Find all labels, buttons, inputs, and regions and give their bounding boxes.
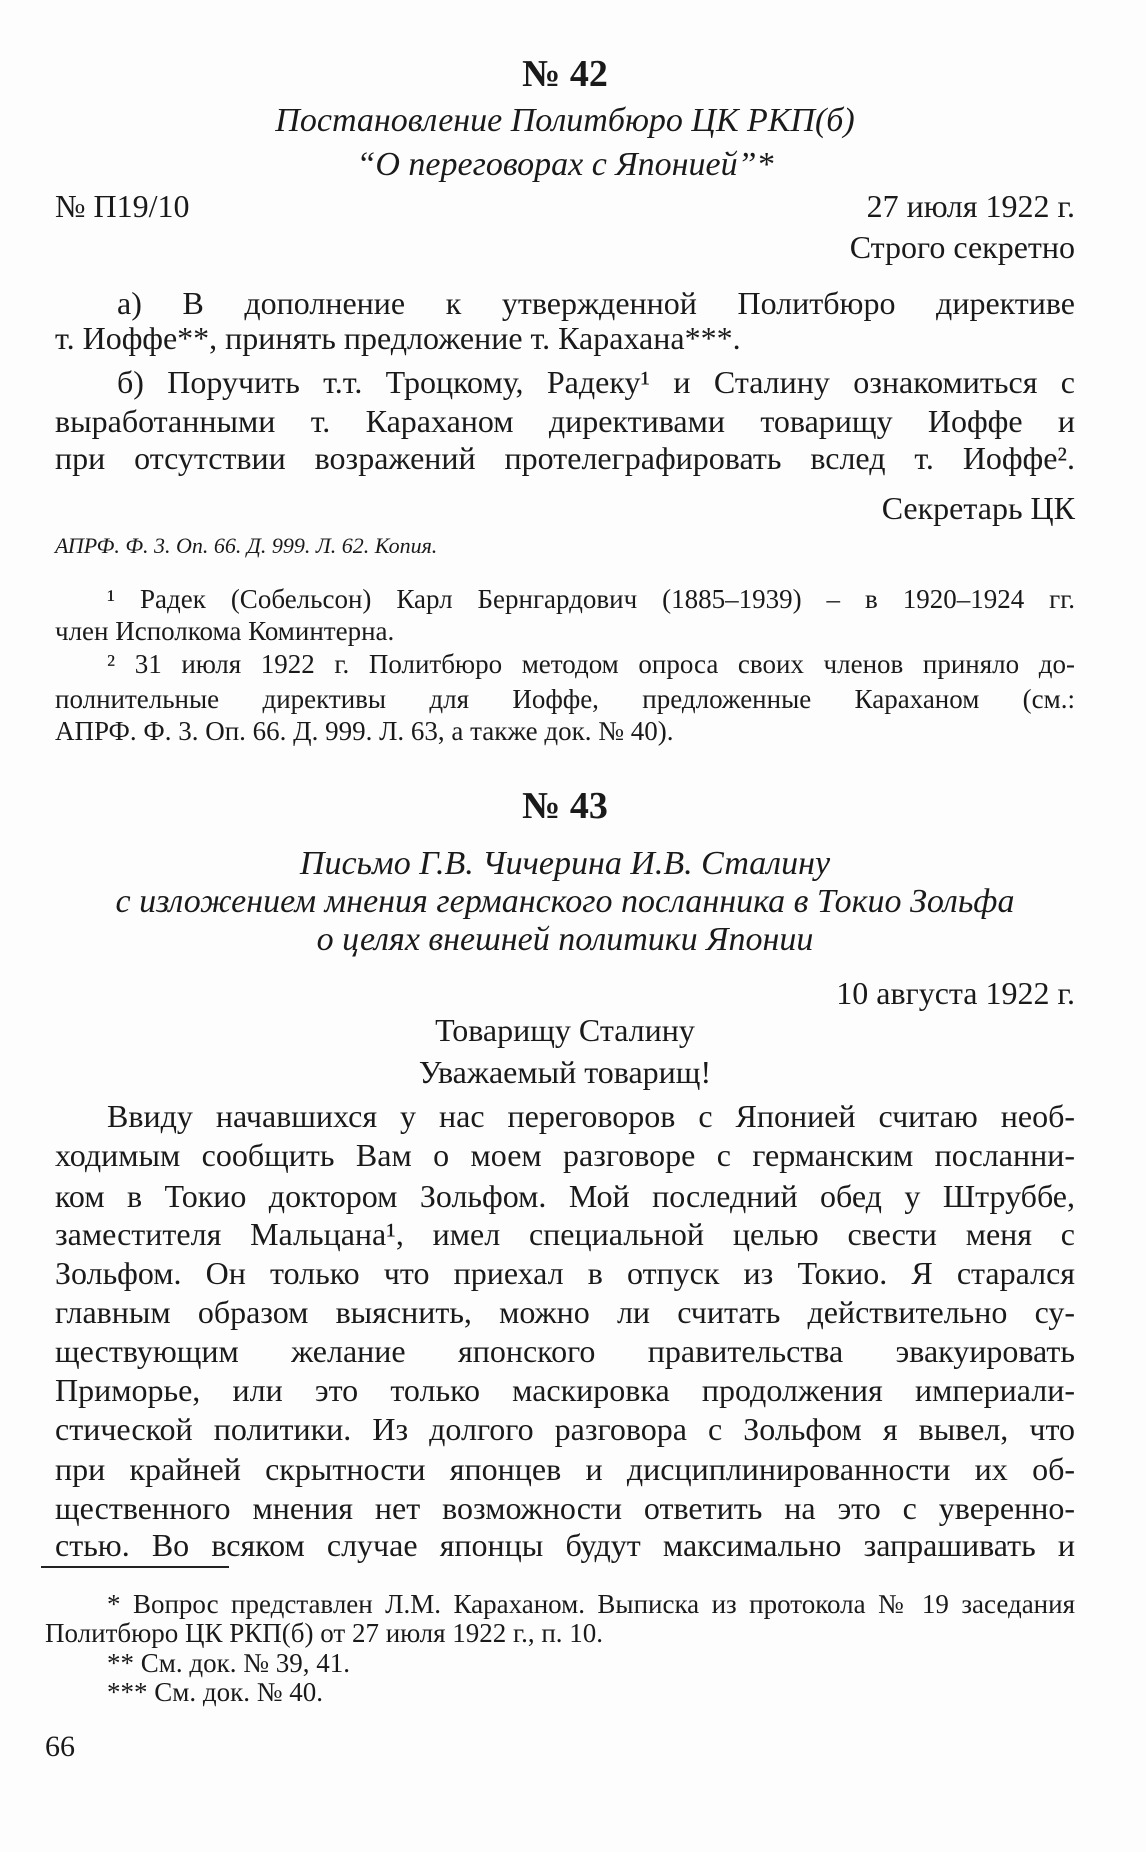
footnote-line: член Исполкома Коминтерна. [55, 616, 395, 646]
doc-title-line: Постановление Политбюро ЦК РКП(б) [275, 102, 855, 139]
text-line: при отсутствии возражений протелеграфировать вслед т. Иоффе². [55, 440, 1075, 476]
text-line: стью. Во всяком случае японцы будут максимально запрашивать и [55, 1527, 1075, 1563]
signature: Секретарь ЦК [881, 490, 1075, 526]
classification: Строго секретно [849, 229, 1075, 265]
doc-date: 10 августа 1922 г. [836, 975, 1075, 1011]
archive-source: АПРФ. Ф. 3. Оп. 66. Д. 999. Л. 62. Копия. [55, 533, 438, 558]
doc-title-line: с изложением мнения германского посланника в Токио Зольфа [115, 883, 1015, 920]
text-line: ществующим желание японского правительства эвакуировать [55, 1333, 1075, 1369]
page-number: 66 [45, 1730, 75, 1763]
text-line: Приморье, или это только маскировка продолжения империали- [55, 1372, 1075, 1408]
footnote-divider [41, 1566, 229, 1568]
footnote-line: *** См. док. № 40. [107, 1677, 323, 1707]
text-line: Зольфом. Он только что приехал в отпуск из Токио. Я старался [55, 1255, 1075, 1291]
text-line: т. Иоффе**, принять предложение т. Карахана***. [55, 320, 741, 356]
footnote-line: АПРФ. Ф. 3. Оп. 66. Д. 999. Л. 63, а также док. № 40). [55, 716, 674, 746]
addressee: Товарищу Сталину [435, 1012, 695, 1048]
footnote-line: ² 31 июля 1922 г. Политбюро методом опроса своих членов приняло до- [107, 649, 1075, 679]
text-line: а) В дополнение к утвержденной Политбюро директиве [117, 285, 1075, 321]
text-line: щественного мнения нет возможности ответить на это с уверенно- [55, 1490, 1075, 1526]
footnote-line: Политбюро ЦК РКП(б) от 27 июля 1922 г., п. 10. [45, 1618, 604, 1648]
text-line: главным образом выяснить, можно ли считать действительно су- [55, 1294, 1075, 1330]
text-line: ходимым сообщить Вам о моем разговоре с германским посланни- [55, 1137, 1075, 1173]
text-line: при крайней скрытности японцев и дисциплинированности их об- [55, 1451, 1075, 1487]
text-line: ком в Токио доктором Зольфом. Мой последний обед у Штруббе, [55, 1178, 1075, 1214]
doc-number: № 42 [522, 53, 608, 95]
doc-number: № 43 [522, 785, 608, 827]
text-line: выработанными т. Караханом директивами товарищу Иоффе и [55, 403, 1075, 439]
footnote-line: полнительные директивы для Иоффе, предложенные Караханом (см.: [55, 684, 1075, 714]
text-line: б) Поручить т.т. Троцкому, Радеку¹ и Сталину ознакомиться с [117, 364, 1075, 400]
doc-date: 27 июля 1922 г. [866, 188, 1075, 224]
text-line: стической политики. Из долгого разговора с Зольфом я вывел, что [55, 1411, 1075, 1447]
footnote-line: ¹ Радек (Собельсон) Карл Бернгардович (1885–1939) – в 1920–1924 гг. [107, 584, 1075, 614]
doc-title-line: о целях внешней политики Японии [316, 921, 814, 958]
text-line: заместителя Мальцана¹, имел специальной целью свести меня с [55, 1216, 1075, 1252]
footnote-line: * Вопрос представлен Л.М. Караханом. Выписка из протокола № 19 заседания [107, 1589, 1075, 1619]
doc-title-line: “О переговорах с Японией”* [356, 146, 774, 183]
salutation: Уважаемый товарищ! [418, 1054, 712, 1090]
footnote-line: ** См. док. № 39, 41. [107, 1648, 350, 1678]
doc-title-line: Письмо Г.В. Чичерина И.В. Сталину [299, 845, 831, 882]
registration-number: № П19/10 [55, 188, 190, 224]
text-line: Ввиду начавшихся у нас переговоров с Японией считаю необ- [107, 1098, 1075, 1134]
